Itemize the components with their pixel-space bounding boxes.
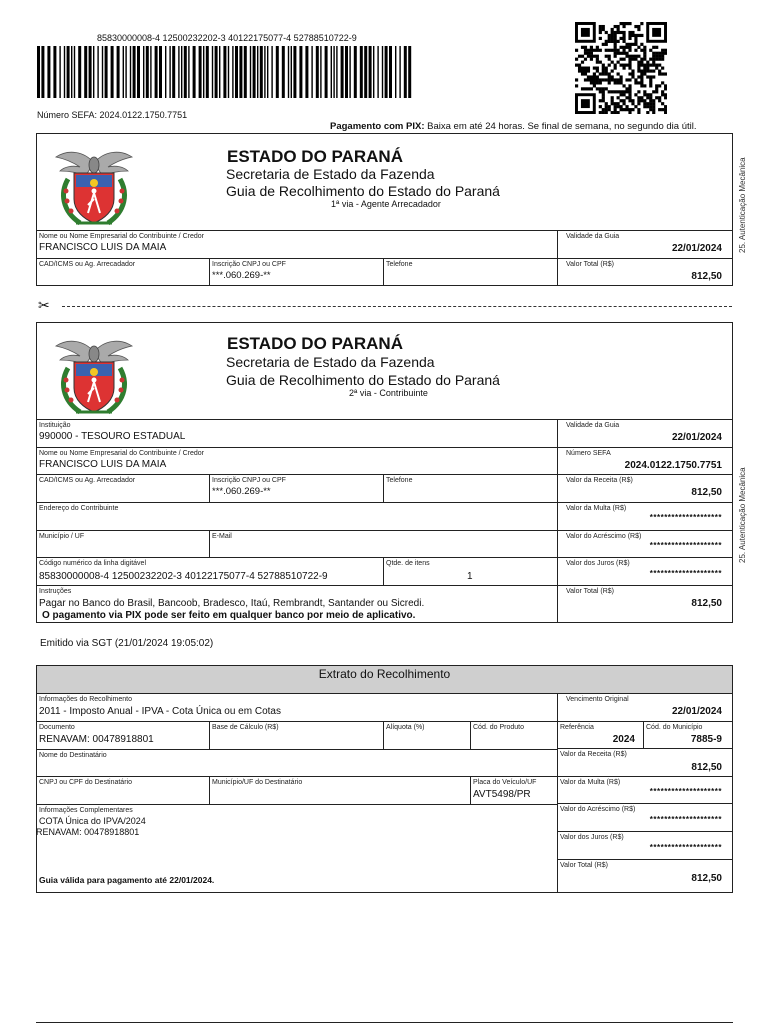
extrato-valor-juros: ******************** — [649, 843, 722, 852]
extrato-compl-1: COTA Única do IPVA/2024 — [39, 816, 146, 826]
via1-label: 1ª via - Agente Arrecadador — [331, 199, 441, 209]
via2-autenticacao: 25. Autenticação Mecânica — [738, 467, 747, 563]
via2-instituicao-label: Instituição — [39, 422, 71, 429]
parana-coat-of-arms-icon — [54, 143, 134, 227]
extrato-compl-2: RENAVAM: 00478918801 — [36, 827, 140, 837]
extrato-valor-multa-label: Valor da Multa (R$) — [560, 779, 621, 786]
via2-instrucoes-1: Pagar no Banco do Brasil, Bancoob, Bradesco, Itaú, Rembrandt, Santander ou Sicredi. — [39, 598, 425, 609]
extrato-referencia-label: Referência — [560, 724, 594, 731]
via2-label: 2ª via - Contribuinte — [349, 388, 428, 398]
via2-valor-receita-label: Valor da Receita (R$) — [566, 477, 633, 484]
via2-cnpj-label: Inscrição CNPJ ou CPF — [212, 477, 286, 484]
via1-nome: FRANCISCO LUIS DA MAIA — [39, 242, 167, 253]
extrato-compl-label: Informações Complementares — [39, 807, 133, 814]
via1-cad-label: CAD/ICMS ou Ag. Arrecadador — [39, 261, 136, 268]
via1-secretaria: Secretaria de Estado da Fazenda — [226, 166, 435, 182]
numero-sefa-header — [37, 110, 187, 120]
via1-validade: 22/01/2024 — [671, 243, 722, 254]
via2-instituicao: 990000 - TESOURO ESTADUAL — [39, 431, 186, 442]
extrato-municipio-dest-label: Município/UF do Destinatário — [212, 779, 303, 786]
via2-valor-multa: ******************** — [649, 513, 722, 522]
via1-cnpj: ***.060.269-** — [212, 270, 271, 281]
via2-nome: FRANCISCO LUIS DA MAIA — [39, 459, 167, 470]
parana-coat-of-arms-icon — [54, 332, 134, 416]
via1-autenticacao: 25. Autenticação Mecânica — [738, 157, 747, 253]
via2-cad-label: CAD/ICMS ou Ag. Arrecadador — [39, 477, 136, 484]
via2-valor-total-label: Valor Total (R$) — [566, 588, 614, 595]
extrato-valor-receita-label: Valor da Receita (R$) — [560, 751, 627, 758]
via2-numero-sefa: 2024.0122.1750.7751 — [624, 460, 722, 471]
via2-municipio-label: Município / UF — [39, 533, 85, 540]
extrato-aliquota-label: Alíquota (%) — [386, 724, 425, 731]
extrato-cod-municipio: 7885-9 — [690, 734, 722, 745]
via2-validade-label: Validade da Guia — [566, 422, 620, 429]
via2-valor-receita: 812,50 — [691, 487, 722, 498]
extrato-info-label: Informações do Recolhimento — [39, 696, 132, 703]
via2-qtde-label: Qtde. de itens — [386, 560, 430, 567]
pix-notice-text: Baixa em até 24 horas. Se final de semana, no segundo dia útil. — [427, 121, 697, 132]
via2-valor-acrescimo: ******************** — [649, 541, 722, 550]
via2-valor-acrescimo-label: Valor do Acréscimo (R$) — [566, 533, 642, 540]
via2-secretaria: Secretaria de Estado da Fazenda — [226, 354, 435, 370]
via1-state-title: ESTADO DO PARANÁ — [227, 147, 403, 166]
extrato-placa-label: Placa do Veículo/UF — [473, 779, 537, 786]
via2-nome-label: Nome ou Nome Empresarial do Contribuinte / Credor — [39, 450, 204, 457]
via2-instrucoes-label: Instruções — [39, 588, 72, 595]
extrato-valor-acrescimo: ******************** — [649, 815, 722, 824]
extrato-documento-label: Documento — [39, 724, 75, 731]
cut-line — [62, 306, 732, 307]
extrato-cod-municipio-label: Cód. do Município — [646, 724, 703, 731]
extrato-valor-total-label: Valor Total (R$) — [560, 862, 608, 869]
via1-validade-label: Validade da Guia — [566, 233, 620, 240]
via2-valor-total: 812,50 — [691, 598, 722, 609]
via2-valor-juros: ******************** — [649, 569, 722, 578]
extrato-cod-produto-label: Cód. do Produto — [473, 724, 524, 731]
extrato-venc: 22/01/2024 — [671, 706, 722, 717]
extrato-valor-receita: 812,50 — [691, 762, 722, 773]
via2-telefone-label: Telefone — [386, 477, 413, 484]
via1-cnpj-label: Inscrição CNPJ ou CPF — [212, 261, 286, 268]
numero-sefa-value: 2024.0122.1750.7751 — [99, 110, 188, 120]
extrato-valor-total: 812,50 — [691, 873, 722, 884]
extrato-info: 2011 - Imposto Anual - IPVA - Cota Única ou em Cotas — [39, 706, 281, 717]
via2-codigo: 85830000008-4 12500232202-3 40122175077-4 52788510722-9 — [39, 571, 328, 582]
via2-endereco-label: Endereço do Contribuinte — [39, 505, 119, 512]
pix-qr-code — [575, 22, 667, 114]
via2-state-title: ESTADO DO PARANÁ — [227, 334, 403, 353]
via1-guia-title: Guia de Recolhimento do Estado do Paraná — [226, 183, 500, 199]
barcode — [37, 46, 417, 98]
emitido-via-sgt: Emitido via SGT (21/01/2024 19:05:02) — [40, 638, 214, 649]
pix-notice — [330, 121, 696, 132]
via2-instrucoes-2: O pagamento via PIX pode ser feito em qualquer banco por meio de aplicativo. — [42, 610, 416, 621]
extrato-title: Extrato do Recolhimento — [318, 667, 451, 681]
via2-codigo-label: Código numérico da linha digitável — [39, 560, 147, 567]
bottom-rule — [36, 1022, 733, 1023]
extrato-placa: AVT5498/PR — [473, 789, 531, 800]
extrato-venc-label: Vencimento Original — [566, 696, 629, 703]
extrato-destinatario-label: Nome do Destinatário — [39, 752, 107, 759]
extrato-referencia: 2024 — [612, 734, 635, 745]
via2-valor-multa-label: Valor da Multa (R$) — [566, 505, 627, 512]
extrato-base-label: Base de Cálculo (R$) — [212, 724, 279, 731]
scissors-icon: ✂ — [38, 297, 50, 313]
pix-notice-bold: Pagamento com PIX: — [330, 121, 425, 132]
extrato-valor-multa: ******************** — [649, 787, 722, 796]
via2-qtde: 1 — [467, 571, 473, 582]
via2-cnpj: ***.060.269-** — [212, 486, 271, 497]
numero-sefa-label: Número SEFA: — [37, 110, 98, 120]
extrato-valor-acrescimo-label: Valor do Acréscimo (R$) — [560, 806, 636, 813]
extrato-valor-juros-label: Valor dos Juros (R$) — [560, 834, 624, 841]
via2-email-label: E-Mail — [212, 533, 232, 540]
via2-guia-title: Guia de Recolhimento do Estado do Paraná — [226, 372, 500, 388]
via1-telefone-label: Telefone — [386, 261, 413, 268]
extrato-documento: RENAVAM: 00478918801 — [39, 734, 154, 745]
extrato-guia-valida: Guia válida para pagamento até 22/01/2024. — [39, 875, 215, 885]
via1-nome-label: Nome ou Nome Empresarial do Contribuinte / Credor — [39, 233, 204, 240]
via2-numero-sefa-label: Número SEFA — [566, 450, 611, 457]
via1-valor-total-label: Valor Total (R$) — [566, 261, 614, 268]
via2-validade: 22/01/2024 — [671, 432, 722, 443]
via1-valor-total: 812,50 — [691, 271, 722, 282]
extrato-cnpj-dest-label: CNPJ ou CPF do Destinatário — [39, 779, 132, 786]
via2-valor-juros-label: Valor dos Juros (R$) — [566, 560, 630, 567]
linha-digitavel: 85830000008-4 12500232202-3 40122175077-4 52788510722-9 — [97, 33, 357, 43]
